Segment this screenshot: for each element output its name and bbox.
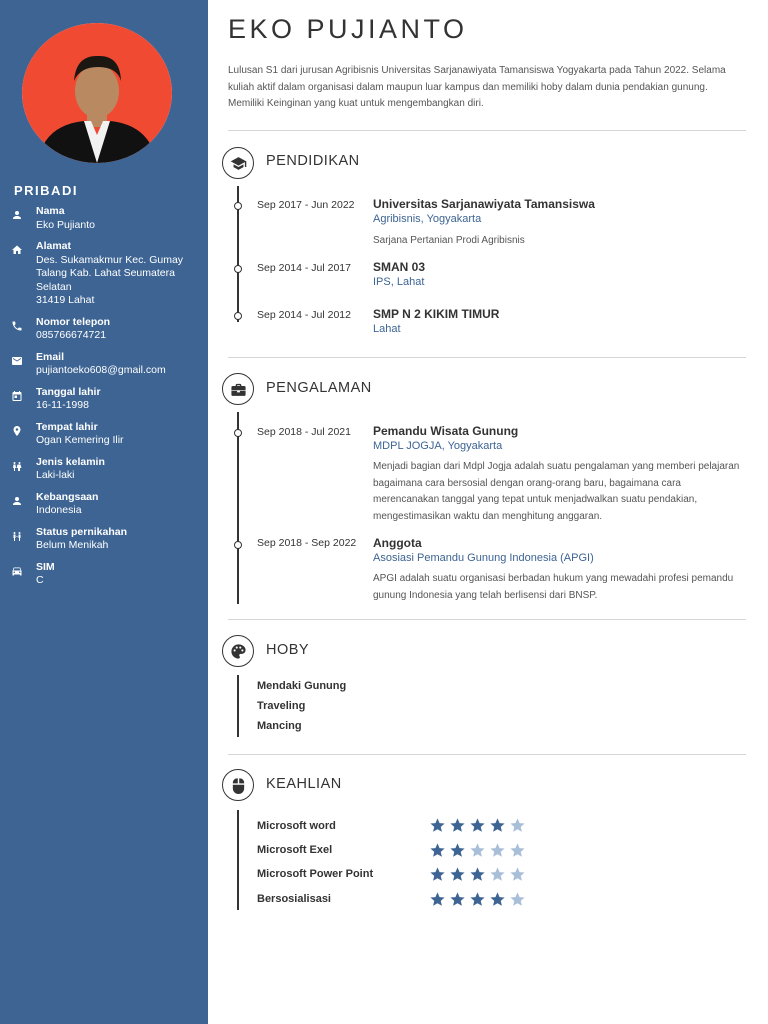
star-empty-icon (509, 817, 526, 834)
sidebar (0, 0, 208, 1024)
personal-info-label: Kebangsaan (36, 490, 99, 503)
phone-icon (11, 319, 25, 333)
divider (228, 357, 746, 358)
personal-info-item (11, 240, 201, 308)
personal-info-item (11, 491, 201, 518)
divider (228, 619, 746, 620)
star-empty-icon (509, 842, 526, 859)
personal-info-value: Des. Sukamakmur Kec. Gumay Talang Kab. Lahat Seumatera Selatan 31419 Lahat (36, 253, 184, 306)
personal-info-text (36, 456, 105, 483)
education-date: Sep 2017 - Jun 2022 (257, 199, 355, 211)
experience-section-title: PENGALAMAN (266, 380, 372, 396)
education-description: Sarjana Pertanian Prodi Agribisnis (373, 235, 525, 246)
skill-name: Microsoft Power Point (257, 868, 374, 880)
star-empty-icon (509, 866, 526, 883)
location-pin-icon (11, 424, 25, 438)
person-icon (11, 208, 25, 222)
personal-info-label: SIM (36, 560, 55, 573)
person-icon (11, 494, 25, 508)
star-filled-icon (449, 866, 466, 883)
star-filled-icon (449, 842, 466, 859)
graduation-cap-icon (222, 147, 254, 179)
personal-info-value: Indonesia (36, 504, 82, 516)
star-filled-icon (469, 817, 486, 834)
couple-icon (11, 529, 25, 543)
mouse-icon (222, 769, 254, 801)
star-filled-icon (489, 891, 506, 908)
skill-rating (429, 866, 529, 883)
personal-info-value: 085766674721 (36, 329, 107, 341)
timeline-dot (234, 429, 242, 437)
briefcase-icon (222, 373, 254, 405)
star-empty-icon (489, 866, 506, 883)
star-filled-icon (429, 891, 446, 908)
experience-description: Menjadi bagian dari Mdpl Jogja adalah suatu pengalaman yang memberi pelajaran bagaimana cara bersosial dengan orang-orang baru, bagaimana cara merencanakan tanggal yang tepat untuk menjadwalkan suatu pendakian, mengestimasikan waktu dan menghitung anggaran. (373, 461, 740, 522)
profile-summary: Lulusan S1 dari jurusan Agribisnis Universitas Sarjanawiyata Tamansiswa Yogyakarta pada Tahun 2022. Selama kuliah aktif dalam organisasi dalam maupun luar kampus dan memiliki hoby dalam dunia pendakian gunung. Memiliki Keinginan yang kuat untuk mengembangkan diri. (228, 65, 726, 109)
profile-photo (22, 23, 172, 163)
education-title: SMP N 2 KIKIM TIMUR (373, 307, 500, 321)
education-subtitle: Lahat (373, 323, 401, 335)
personal-info-item (11, 561, 201, 588)
personal-section-title: PRIBADI (14, 183, 78, 198)
profile-photo-illustration (22, 23, 172, 163)
personal-info-value: 16-11-1998 (36, 399, 89, 411)
star-empty-icon (509, 891, 526, 908)
personal-info-text (36, 316, 110, 343)
experience-subtitle: Asosiasi Pemandu Gunung Indonesia (APGI) (373, 552, 594, 564)
personal-info-label: Status pernikahan (36, 525, 128, 538)
education-date: Sep 2014 - Jul 2017 (257, 262, 351, 274)
main-content (208, 0, 768, 1024)
personal-info-value: Eko Pujianto (36, 218, 95, 231)
education-subtitle: Agribisnis, Yogyakarta (373, 213, 482, 225)
calendar-icon (11, 389, 25, 403)
personal-info-item (11, 316, 201, 343)
skill-rating (429, 842, 529, 859)
personal-info-item (11, 526, 201, 553)
timeline-dot (234, 202, 242, 210)
personal-info-item (11, 205, 201, 232)
personal-info-value: Laki-laki (36, 469, 75, 481)
skill-rating (429, 817, 529, 834)
star-filled-icon (449, 817, 466, 834)
personal-info-text (36, 240, 183, 308)
car-icon (11, 564, 25, 578)
personal-info-item (11, 421, 201, 448)
personal-info-label: Alamat (36, 240, 72, 252)
star-filled-icon (429, 866, 446, 883)
personal-info-item (11, 351, 201, 378)
divider (228, 754, 746, 755)
divider (228, 130, 746, 131)
personal-info-value: C (36, 574, 44, 586)
education-subtitle: IPS, Lahat (373, 276, 425, 288)
skill-name: Microsoft word (257, 820, 336, 832)
skill-name: Bersosialisasi (257, 893, 331, 905)
hobby-item: Traveling (257, 700, 306, 712)
star-filled-icon (449, 891, 466, 908)
personal-info-item (11, 456, 201, 483)
experience-description: APGI adalah suatu organisasi berbadan hukum yang mewadahi profesi pemandu gunung Indonesia yang telah berlisensi dari BNSP. (373, 573, 734, 601)
personal-info-value: Belum Menikah (36, 539, 109, 551)
education-date: Sep 2014 - Jul 2012 (257, 309, 351, 321)
star-filled-icon (469, 891, 486, 908)
star-filled-icon (489, 817, 506, 834)
education-title: SMAN 03 (373, 260, 426, 274)
personal-info-label: Nomor telepon (36, 315, 111, 328)
star-filled-icon (429, 842, 446, 859)
personal-info-text (36, 526, 127, 553)
hobby-item: Mancing (257, 720, 302, 732)
star-empty-icon (489, 842, 506, 859)
personal-info-item (11, 386, 201, 413)
timeline-dot (234, 312, 242, 320)
personal-info-value: Ogan Kemering Ilir (36, 434, 124, 446)
timeline-dot (234, 541, 242, 549)
personal-info-label: Email (36, 350, 65, 363)
star-filled-icon (469, 866, 486, 883)
experience-title: Pemandu Wisata Gunung (373, 424, 519, 438)
personal-info-label: Jenis kelamin (36, 455, 105, 468)
experience-date: Sep 2018 - Sep 2022 (257, 537, 357, 549)
personal-info-text (36, 351, 166, 378)
skills-section-title: KEAHLIAN (266, 776, 342, 792)
hobby-line (237, 675, 239, 737)
skill-rating (429, 891, 529, 908)
star-empty-icon (469, 842, 486, 859)
home-icon (11, 243, 25, 257)
personal-info-text (36, 561, 55, 588)
personal-info-value[interactable]: pujiantoeko608@gmail.com (36, 364, 166, 376)
star-filled-icon (429, 817, 446, 834)
personal-info-text (36, 205, 95, 232)
hobby-section-title: HOBY (266, 642, 310, 658)
personal-info-label: Nama (36, 205, 65, 217)
skills-line (237, 810, 239, 910)
education-section-title: PENDIDIKAN (266, 153, 360, 169)
personal-info-label: Tempat lahir (36, 420, 98, 433)
education-title: Universitas Sarjanawiyata Tamansiswa (373, 197, 595, 211)
palette-icon (222, 635, 254, 667)
personal-info-list (11, 205, 201, 596)
email-icon (11, 354, 25, 368)
hobby-item: Mendaki Gunung (257, 680, 347, 692)
experience-subtitle: MDPL JOGJA, Yogyakarta (373, 440, 503, 452)
skill-name: Microsoft Exel (257, 844, 333, 856)
experience-date: Sep 2018 - Jul 2021 (257, 426, 351, 438)
gender-icon (11, 459, 25, 473)
experience-title: Anggota (373, 536, 422, 550)
candidate-name: EKO PUJIANTO (228, 14, 468, 44)
experience-timeline-line (237, 412, 239, 604)
personal-info-label: Tanggal lahir (36, 385, 101, 398)
personal-info-text (36, 386, 101, 413)
personal-info-text (36, 421, 124, 448)
personal-info-text (36, 491, 98, 518)
timeline-dot (234, 265, 242, 273)
